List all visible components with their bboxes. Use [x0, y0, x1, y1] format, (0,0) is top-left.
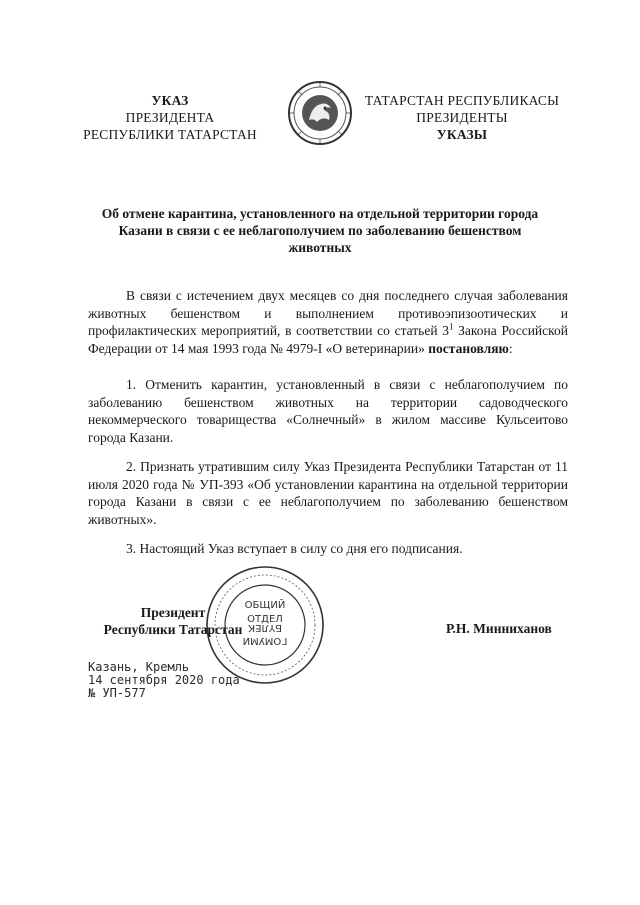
preamble-text: В связи с истечением двух месяцев со дня последнего случая заболевания животных бешенством и выполнением противоэпизоотических и профилактических мероприятий, в соответствии со статьей 3 — [88, 288, 568, 338]
header-right-line1: ТАТАРСТАН РЕСПУБЛИКАСЫ — [364, 93, 560, 108]
preamble-text-2: Закона Российской Федерации от 14 мая 1993 года № 4979-I «О ветеринарии» — [88, 323, 568, 356]
document-title: Об отмене карантина, установленного на отдельной территории города Казани в связи с ее неблагополучием по заболеванию бешенством животных — [101, 206, 539, 255]
paragraph-item-1: 1. Отменить карантин, установленный в связи с неблагополучием по заболеванию бешенством животных на территории садоводческого некоммерческого товарищества «Солнечный» в жилом массиве Кульсеитово города Казани. — [88, 377, 568, 445]
paragraph-item-3: 3. Настоящий Указ вступает в силу со дня его подписания. — [126, 541, 463, 556]
paragraph-preamble — [88, 287, 568, 357]
footer-place: Казань, Кремль — [88, 660, 190, 674]
signatory-title-line2: Республики Татарстан — [103, 622, 243, 637]
header-left-line3: РЕСПУБЛИКИ ТАТАРСТАН — [83, 127, 257, 142]
stamp-line3: ГОМУМИ — [242, 635, 288, 646]
footer-date: 14 сентября 2020 года — [88, 673, 240, 687]
tatarstan-coat-of-arms-icon — [287, 80, 353, 146]
header-left — [60, 92, 280, 143]
header-right — [352, 92, 572, 143]
preamble-end: : — [508, 340, 513, 356]
paragraph-item-2: 2. Признать утратившим силу Указ Президента Республики Татарстан от 11 июля 2020 года № УП-393 «Об установлении карантина на отдельной территории города Казани в связи с ее неблагополучием по заболеванию бешенством животных». — [88, 459, 568, 527]
stamp-line2: ОТДЕЛ — [247, 614, 283, 625]
footer-number: № УП-577 — [88, 686, 146, 700]
header-left-line2: ПРЕЗИДЕНТА — [125, 110, 215, 125]
header-right-line3: УКАЗЫ — [436, 127, 488, 142]
header-left-line1: УКАЗ — [151, 93, 189, 108]
stamp-line1: ОБЩИЙ — [244, 600, 286, 611]
document-footer — [88, 661, 240, 700]
preamble-bold-word: постановляю — [428, 340, 509, 356]
article-superscript: 1 — [448, 321, 454, 332]
header-right-line2: ПРЕЗИДЕНТЫ — [416, 110, 508, 125]
stamp-line4: БҮЛЕК — [248, 622, 282, 633]
signatory-name: Р.Н. Минниханов — [446, 621, 552, 636]
signatory-title-line1: Президент — [140, 605, 206, 620]
